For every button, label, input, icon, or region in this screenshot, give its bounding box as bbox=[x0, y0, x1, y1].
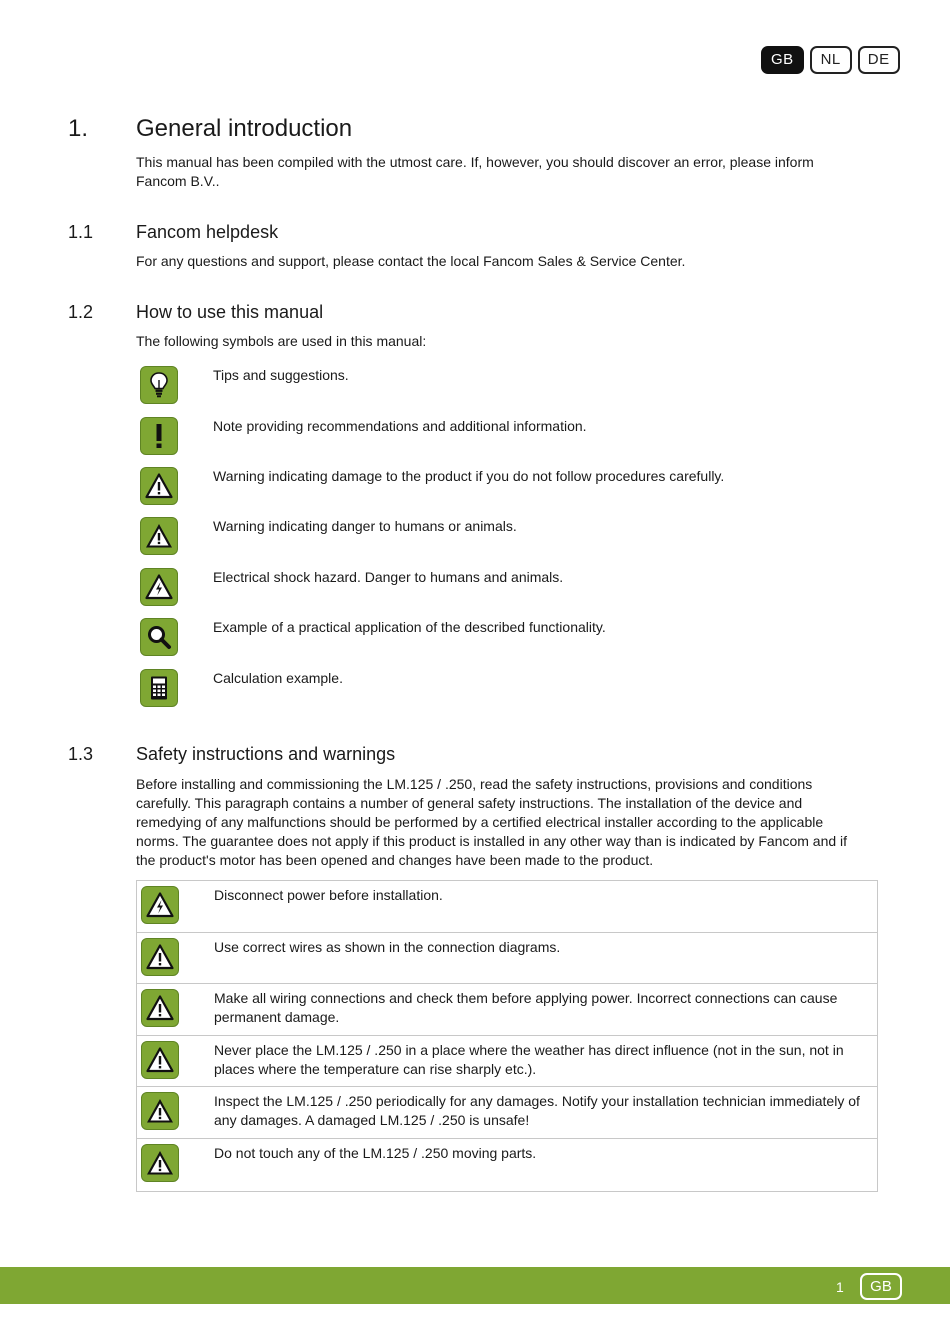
exclamation-icon bbox=[140, 417, 178, 455]
warning-text: Inspect the LM.125 / .250 periodically for any damages. Notify your installation technician immediately of any damages. A damaged LM.125 / .250 is unsafe! bbox=[214, 1093, 860, 1129]
warning-outline-icon bbox=[141, 938, 179, 976]
section-number: 1.1 bbox=[68, 222, 94, 242]
symbol-row bbox=[136, 467, 856, 507]
symbol-description: Warning indicating danger to humans or animals. bbox=[213, 518, 517, 534]
section-number: 1.3 bbox=[68, 744, 94, 764]
warning-row bbox=[137, 881, 877, 933]
page-number: 1 bbox=[836, 1279, 844, 1295]
warning-text: Do not touch any of the LM.125 / .250 moving parts. bbox=[214, 1144, 537, 1161]
warning-row bbox=[137, 1036, 877, 1088]
symbol-description: Tips and suggestions. bbox=[213, 367, 349, 383]
section-number: 1.2 bbox=[68, 302, 94, 322]
section-1-3-text: Before installing and commissioning the LM.125 / .250, read the safety instructions, provisions and conditions carefully. This paragraph contains a number of general safety instructions. The installation of the device and remedying of any malfunctions should be performed by a certified electrical installer according to the applicable norms. The guarantee does not apply if this product is installed in any other way than is indicated by Fancom and if the product's motor has been opened and changes have been made to the product. bbox=[136, 776, 848, 868]
symbol-description: Warning indicating damage to the product if you do not follow procedures carefully. bbox=[213, 468, 725, 484]
warning-outline-icon bbox=[141, 989, 179, 1027]
warning-text: Make all wiring connections and check them before applying power. Incorrect connections can cause permanent damage. bbox=[214, 990, 838, 1026]
language-tabs bbox=[761, 46, 900, 74]
symbol-description: Note providing recommendations and additional information. bbox=[213, 418, 587, 434]
section-title: How to use this manual bbox=[136, 302, 324, 322]
safety-warnings-table bbox=[136, 880, 878, 1192]
warning-row bbox=[137, 933, 877, 985]
tab-nl[interactable]: NL bbox=[810, 46, 852, 74]
warning-text: Use correct wires as shown in the connection diagrams. bbox=[214, 938, 561, 955]
footer-bar bbox=[0, 1267, 950, 1304]
section-1-2-intro: The following symbols are used in this manual: bbox=[136, 333, 427, 349]
symbol-row bbox=[136, 669, 856, 709]
section-title: Safety instructions and warnings bbox=[136, 744, 396, 764]
footer-language-badge: GB bbox=[860, 1273, 902, 1300]
section-1-text: This manual has been compiled with the utmost care. If, however, you should discover an error, please inform Fancom B.V.. bbox=[136, 154, 814, 189]
warning-row bbox=[137, 1087, 877, 1139]
section-title: Fancom helpdesk bbox=[136, 222, 279, 242]
warning-outline-icon bbox=[140, 467, 178, 505]
warning-filled-icon bbox=[140, 517, 178, 555]
tab-de[interactable]: DE bbox=[858, 46, 900, 74]
warning-text: Never place the LM.125 / .250 in a place where the weather has direct influence (not in the sun, not in places where the temperature can rise sharply etc.). bbox=[214, 1041, 844, 1077]
symbol-row bbox=[136, 417, 856, 457]
symbol-description: Calculation example. bbox=[213, 670, 343, 686]
section-title: General introduction bbox=[136, 115, 353, 142]
electric-shock-icon bbox=[140, 568, 178, 606]
tab-gb[interactable]: GB bbox=[761, 46, 804, 74]
warning-row bbox=[137, 984, 877, 1036]
symbol-row bbox=[136, 568, 856, 608]
warning-filled-icon bbox=[141, 1144, 179, 1182]
warning-text: Disconnect power before installation. bbox=[214, 887, 443, 903]
section-number: 1. bbox=[68, 115, 89, 142]
warning-row bbox=[137, 1139, 877, 1191]
symbol-description: Example of a practical application of the described functionality. bbox=[213, 619, 606, 635]
symbol-row bbox=[136, 366, 856, 406]
warning-filled-icon bbox=[141, 1092, 179, 1130]
electric-shock-icon bbox=[141, 886, 179, 924]
symbol-description: Electrical shock hazard. Danger to humans and animals. bbox=[213, 569, 564, 585]
warning-outline-icon bbox=[141, 1041, 179, 1079]
calculator-icon bbox=[140, 669, 178, 707]
section-1-1-text: For any questions and support, please contact the local Fancom Sales & Service Center. bbox=[136, 253, 686, 269]
lightbulb-icon bbox=[140, 366, 178, 404]
symbol-row bbox=[136, 517, 856, 557]
symbol-row bbox=[136, 618, 856, 658]
magnifier-icon bbox=[140, 618, 178, 656]
